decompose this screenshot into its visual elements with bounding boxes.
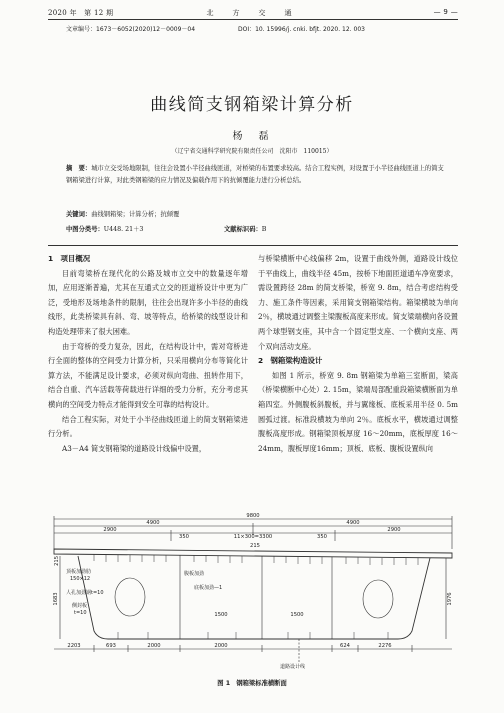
label-manhole: 人孔加劲钢t=10 [66, 590, 104, 596]
document-code [224, 224, 266, 233]
document-code-value: B [261, 226, 267, 233]
section-2-heading: 2 钢箱梁构造设计 [258, 356, 323, 366]
dim-bottom-5: 624 [340, 643, 350, 649]
label-side-rib-thickness: t=10 [74, 610, 87, 616]
dim-bottom-3: 2000 [147, 643, 161, 649]
keywords-label: 关键词： [66, 211, 92, 218]
abstract [66, 163, 446, 187]
header-rule [48, 19, 458, 20]
dim-bottom-4: 2000 [214, 643, 228, 649]
section-1-heading: 1 项目概况 [48, 254, 91, 263]
doi: DOI：10. 15996/j. cnki. bfjt. 2020. 12. 003 [238, 26, 365, 33]
header-issue: 2020 年 第 12 期 [48, 9, 114, 17]
article-number: 文章编号：1673－6052(2020)12－0009－04 [66, 26, 196, 33]
dim-cell-2: 1500 [290, 612, 304, 618]
paragraph: 如图 1 所示，桥宽 9. 8m 钢箱梁为单箱三室断面，梁高（桥梁横断中心处）2. 15m，梁端局部配重段箱梁横断面为单箱四室。外侧腹板斜腹板，并与翼缘板、底板采用半径 0. 5m 圆弧过渡。标准段横坡为单向 2％。底板水平，横坡通过调整腹板高度形成。钢箱梁顶板厚度 16～20mm，底板厚度 16～24mm，腹板厚度16mm；顶板、底板、腹板设置纵向 [258, 370, 458, 453]
label-side-rib: 侧封板 [72, 603, 88, 609]
paragraph: 由于弯桥的受力复杂，因此，在结构设计中，需对弯桥进行全面的整体的空间受力计算分析，只采用横向分布等简化计算方法，不能满足设计要求，必须对纵向弯曲、扭转作用下，结合自重、汽车活载等荷载进行详细的受力分析，充分考虑其横向的空间受力特点才能得到安全可靠的结构设计。 [48, 341, 248, 409]
dim-bottom-1: 2203 [67, 643, 81, 649]
header-page-number: — 9 — [433, 8, 458, 16]
left-column [48, 252, 248, 456]
dim-flange-right: 350 [317, 534, 327, 540]
dim-height-right: 1976 [447, 592, 453, 606]
paragraph: 与桥梁横断中心线偏移 2m，设置于曲线外侧，道路设计线位于平曲线上，曲线半径 45m，按桥下地面匝道通车净宽要求，需设置跨径 28m 的简支桥梁，桥宽 9. 8m，结合考虑结构受力、施工条件等因素，采用简支钢箱梁结构。箱梁横坡为单向 2％，横坡通过调整主梁腹板高度来形成。简支梁端横向各设置两个球型钢支座，其中含一个固定型支座、一个横向支座、两个双向活动支座。 [258, 254, 458, 351]
dim-overhang-right: 2900 [387, 527, 401, 533]
document-code-label: 文献标识码： [224, 226, 262, 233]
dim-top-left-small: 215 [54, 556, 60, 566]
dim-bottom-2: 693 [106, 643, 116, 649]
author-name: 杨 磊 [232, 131, 272, 142]
keywords [66, 209, 179, 218]
paragraph: 结合工程实际，对处于小半径曲线匝道上的简支钢箱梁进行分析。 [48, 414, 248, 439]
manhole-opening [363, 580, 393, 618]
dim-bottom-6: 2276 [378, 643, 392, 649]
dim-flange-left: 350 [179, 534, 189, 540]
dim-total: 9800 [246, 513, 260, 519]
right-column [258, 252, 458, 456]
figure-caption: 图 1 钢箱梁标准横断面 [217, 680, 287, 687]
abstract-text: 城市立交受场地限制，往往会设置小半径曲线匝道，对桥梁的布置要求较高。结合工程实例，对设置于小半径曲线匝道上的简支钢箱梁进行计算，对此类钢箱梁的应力情况及偏载作用下的抗倾覆能力进行分析总结。 [66, 165, 444, 184]
bottom-rib-row [118, 632, 388, 639]
header-journal: 北 方 交 通 [206, 9, 298, 17]
manhole-opening [115, 578, 145, 616]
clc-number [66, 224, 143, 233]
clc-label: 中图分类号： [66, 226, 104, 233]
dim-left-half: 4900 [146, 520, 160, 526]
dim-top-right-small: 215 [250, 543, 260, 549]
cross-section-figure [48, 511, 458, 671]
abstract-rule [48, 245, 458, 246]
label-web-rib: 腹板加劲 [184, 571, 205, 577]
top-deck-plate [54, 549, 452, 558]
dim-overhang-left: 2900 [103, 527, 117, 533]
label-top-rib: 顶板加劲肋 [66, 569, 92, 575]
label-top-rib-size: 150×12 [70, 576, 91, 582]
paper-title: 曲线简支钢箱梁计算分析 [150, 95, 354, 115]
clc-value: U448. 21＋3 [103, 226, 144, 233]
author-affiliation: （辽宁省交通科学研究院有限责任公司 沈阳市 110015） [171, 148, 333, 155]
box-girder-outline [78, 556, 430, 639]
label-bottom-rib: 底板加劲—1 [194, 585, 223, 591]
dim-height-left: 1683 [53, 592, 59, 606]
dim-cell-1: 1500 [214, 612, 228, 618]
paragraph: A3－A4 简支钢箱梁的道路设计线偏中设置， [62, 443, 207, 453]
dim-right-half: 4900 [346, 520, 360, 526]
abstract-label: 摘 要： [66, 165, 92, 172]
paragraph: 目前弯梁桥在现代化的公路及城市立交中的数量逐年增加，应用逐渐普遍，尤其在互通式立交的匝道桥设计中更为广泛，受地形及场地条件的限制，往往会出现许多小半径的曲线线形，此类桥梁具有斜、弯、坡等特点，给桥梁的线型设计和构造处理带来了很大困难。 [48, 268, 248, 336]
label-design-line: 道路设计线 [280, 664, 306, 670]
dim-rib-spacing: 11×300=3300 [233, 534, 273, 540]
keywords-text: 曲线钢箱梁；计算分析；抗倾覆 [91, 211, 180, 218]
